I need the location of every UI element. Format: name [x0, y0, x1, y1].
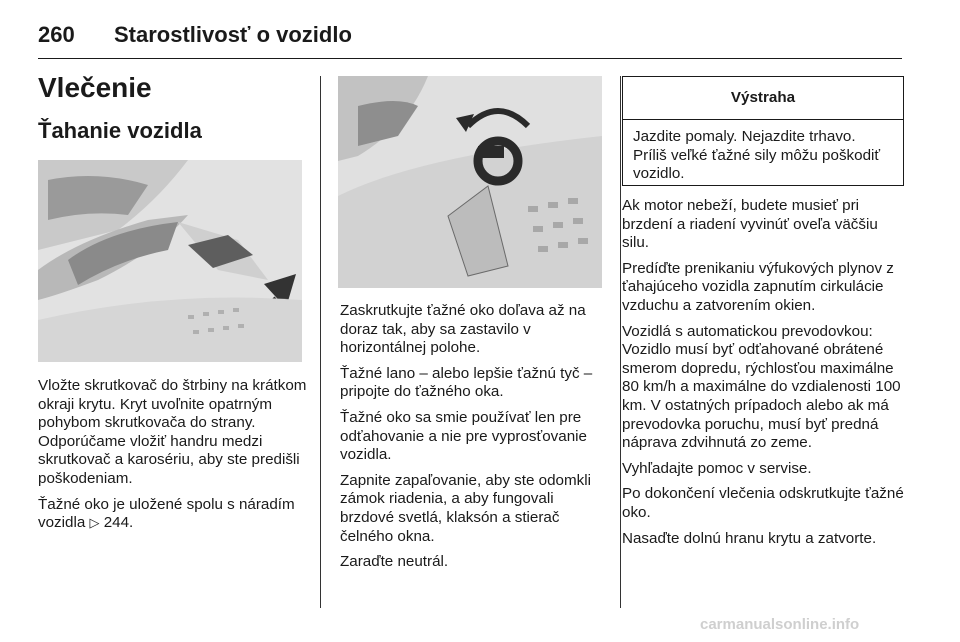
paragraph: Nasaďte dolnú hranu krytu a zatvorte. [622, 529, 877, 547]
paragraph: Ťažné oko sa smie používať len pre odťahovanie a nie pre vyprosťovanie vozidla. [340, 408, 587, 464]
subsection-heading: Ťahanie vozidla [38, 118, 202, 143]
paragraph: Po dokončení vlečenia odskrutkujte ťažné oko. [622, 485, 904, 521]
paragraph: Vložte skrutkovač do štrbiny na krátkom okraji krytu. Kryt uvoľnite opatrným pohybom skrutkovača do strany. Odporúčame vložiť handru medzi skrutkovač a karosériu, aby ste predišli poškodeniam. [38, 377, 307, 487]
page-header [38, 14, 902, 58]
column-1-text [38, 377, 308, 540]
section-heading: Vlečenie [38, 72, 152, 103]
warning-title: Výstraha [623, 77, 903, 120]
header-rule [38, 58, 902, 59]
paragraph: Vozidlá s automatickou prevodovkou: Vozidlo musí byť odťahované obrátené smerom dopredu, rýchlosťou maximálne 80 km/h a maximálne do vzdialenosti 100 km. V ostatných prípadoch alebo ak má prevodovka poruchu, musí byť predná náprava zdvihnutá zo zeme. [622, 322, 901, 452]
page-number: 260 [38, 22, 75, 47]
column-2-text [340, 302, 606, 579]
paragraph: Zaskrutkujte ťažné oko doľava až na doraz tak, aby sa zastavilo v horizontálnej polohe. [340, 302, 586, 357]
column-divider-2 [620, 76, 621, 608]
bumper-cover-illustration [38, 160, 302, 362]
paragraph: Ak motor nebeží, budete musieť pri brzdení a riadení vyvinúť oveľa väčšiu silu. [622, 197, 878, 252]
chapter-title: Starostlivosť o vozidlo [114, 22, 352, 47]
triangle-right-icon: ▷ [89, 515, 100, 531]
paragraph: Vyhľadajte pomoc v servise. [622, 459, 812, 477]
paragraph: Predíďte prenikaniu výfukových plynov z ťahajúceho vozidla zapnutím cirkulácie vzduchu a zatvorením okien. [622, 259, 894, 314]
paragraph [38, 496, 308, 533]
towing-eye-illustration [338, 76, 602, 288]
warning-text: Jazdite pomaly. Nejazdite trhavo. Príliš veľké ťažné sily môžu poškodiť vozidlo. [633, 128, 881, 183]
paragraph: Zapnite zapaľovanie, aby ste odomkli zámok riadenia, a aby fungovali brzdové svetlá, klaksón a stierač čelného okna. [340, 471, 591, 545]
watermark: carmanualsonline.info [700, 616, 860, 633]
warning-box [622, 76, 904, 186]
paragraph: Ťažné lano – alebo lepšie ťažnú tyč – pripojte do ťažného oka. [340, 364, 593, 401]
column-3-text [622, 197, 904, 555]
paragraph: Zaraďte neutrál. [340, 553, 449, 571]
page-reference[interactable]: 244. [99, 514, 134, 532]
column-divider-1 [320, 76, 321, 608]
paragraph-text: Ťažné oko je uložené spolu s náradím vozidla [38, 495, 295, 532]
